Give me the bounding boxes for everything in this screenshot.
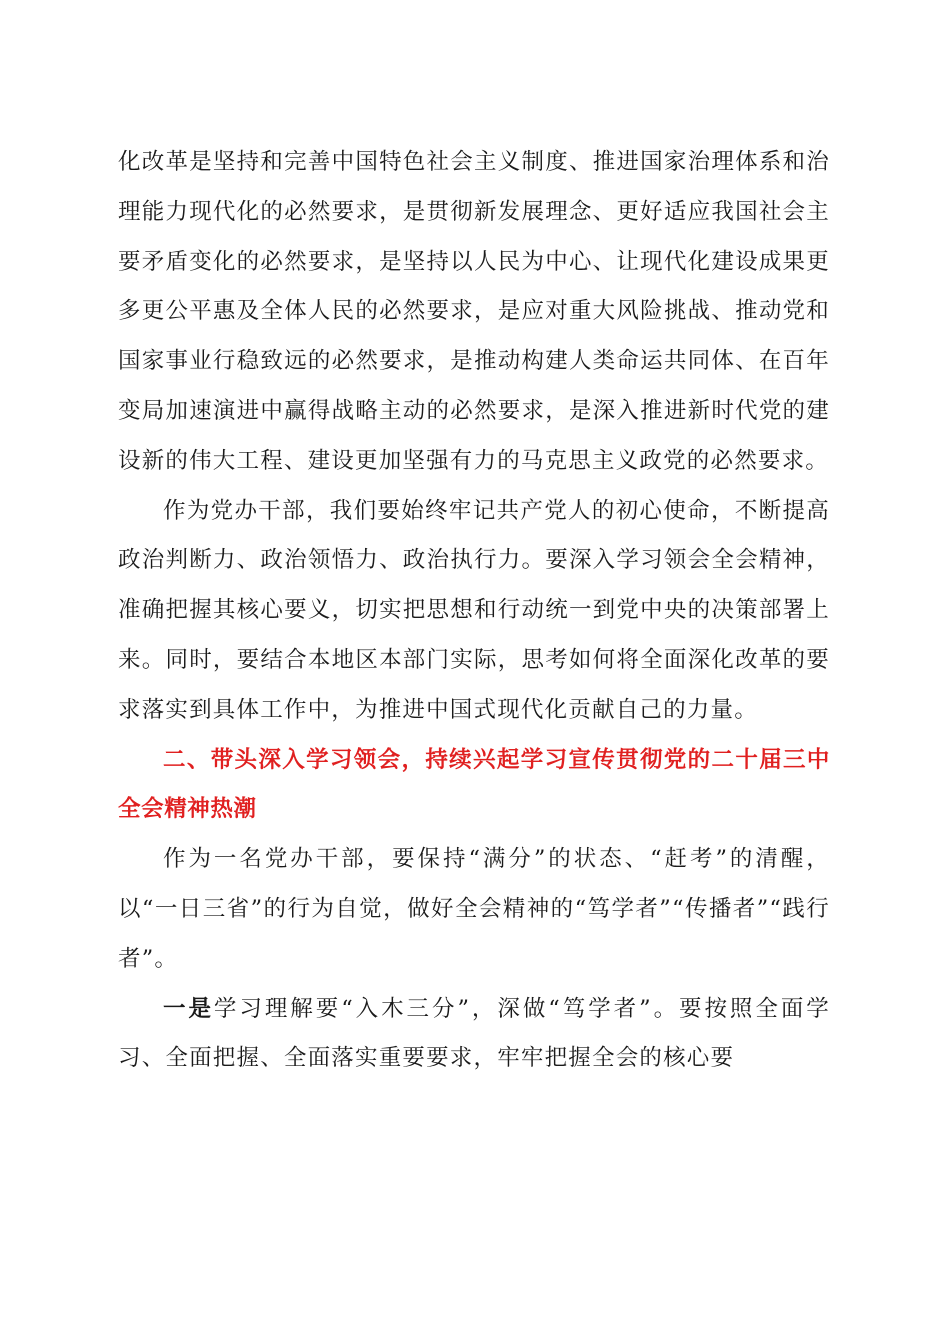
paragraph-3: 作为一名党办干部，要保持“满分”的状态、“赶考”的清醒，以“一日三省”的行为自觉，做好全会精神的“笃学者”“传播者”“践行者”。	[118, 846, 830, 972]
paragraph-4-body: 学习理解要“入木三分”，深做“笃学者”。要按照全面学习、全面把握、全面落实重要要求，牢牢把握全会的核心要	[118, 995, 830, 1072]
paragraph-4-lead: 一是	[163, 995, 214, 1022]
section-heading: 二、带头深入学习领会，持续兴起学习宣传贯彻党的二十届三中全会精神热潮	[118, 746, 830, 823]
paragraph-1: 化改革是坚持和完善中国特色社会主义制度、推进国家治理体系和治理能力现代化的必然要求，是贯彻新发展理念、更好适应我国社会主要矛盾变化的必然要求，是坚持以人民为中心、让现代化建设成果更多更公平惠及全体人民的必然要求，是应对重大风险挑战、推动党和国家事业行稳致远的必然要求，是推动构建人类命运共同体、在百年变局加速演进中赢得战略主动的必然要求，是深入推进新时代党的建设新的伟大工程、建设更加坚强有力的马克思主义政党的必然要求。	[118, 149, 830, 474]
paragraph-2: 作为党办干部，我们要始终牢记共产党人的初心使命，不断提高政治判断力、政治领悟力、政治执行力。要深入学习领会全会精神，准确把握其核心要义，切实把思想和行动统一到党中央的决策部署上来。同时，要结合本地区本部门实际，思考如何将全面深化改革的要求落实到具体工作中，为推进中国式现代化贡献自己的力量。	[118, 497, 830, 723]
document-page	[118, 138, 830, 1084]
paragraph-4	[118, 985, 830, 1085]
